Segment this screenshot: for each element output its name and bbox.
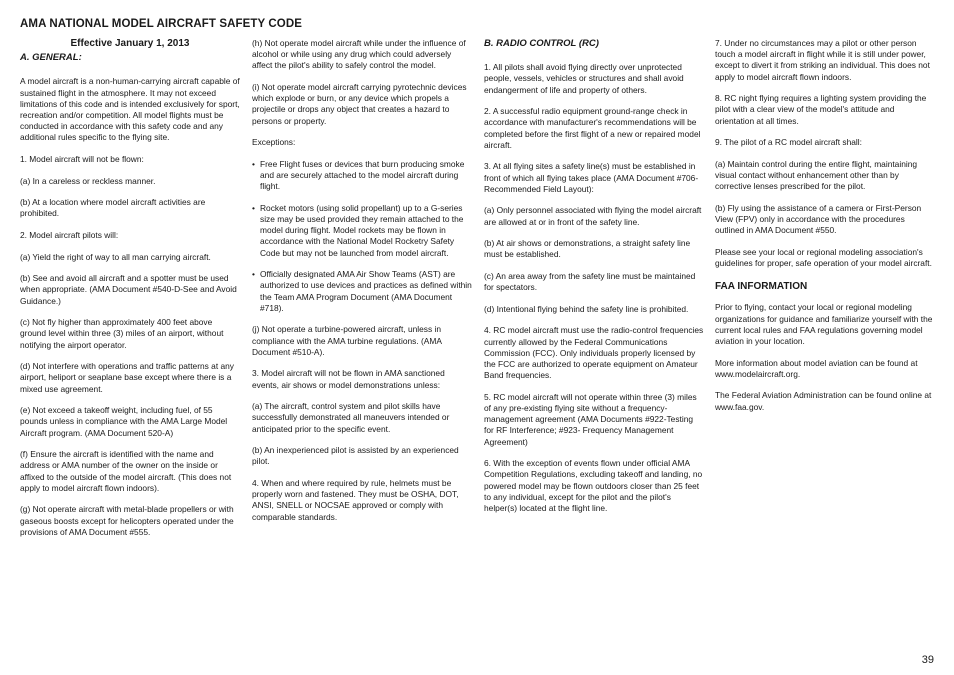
paragraph: (c) An area away from the safety line must be maintained for spectators. (484, 271, 696, 293)
paragraph: 7. Under no circumstances may a pilot or other person touch a model aircraft in flight while it is still under power, except to divert it from striking an individual. This does not apply to model aircraft flown indoors. (715, 38, 930, 82)
column-4 (715, 38, 935, 423)
paragraph: (i) Not operate model aircraft carrying pyrotechnic devices which explode or burn, or any device which propels a projectile or drops any object that creates a hazard to persons or property. (252, 82, 467, 126)
column-2 (252, 38, 472, 533)
paragraph: (b) An inexperienced pilot is assisted by an experienced pilot. (252, 445, 459, 467)
paragraph: 3. Model aircraft will not be flown in AMA sanctioned events, air shows or model demonstrations unless: (252, 368, 445, 390)
paragraph: (b) See and avoid all aircraft and a spotter must be used when appropriate. (AMA Document #540-D-See and Avoid Guidance.) (20, 273, 237, 306)
column-1 (20, 38, 240, 548)
list-item: • Free Flight fuses or devices that burn producing smoke and are securely attached to the model aircraft during flight. (252, 159, 472, 193)
list-item: • Officially designated AMA Air Show Teams (AST) are authorized to use devices and practices as defined within the Team AMA Program Document (AMA Document #718). (252, 269, 472, 314)
paragraph: (a) Yield the right of way to all man carrying aircraft. (20, 251, 211, 262)
paragraph: 2. Model aircraft pilots will: (20, 230, 119, 240)
paragraph: Prior to flying, contact your local or regional modeling organizations for guidance and familiarize yourself with the current local rules and FAA regulations governing model aviation in your location. (715, 302, 933, 347)
paragraph: (a) Maintain control during the entire flight, maintaining visual contact without enhancement other than by corrective lenses prescribed for the pilot. (715, 158, 918, 192)
paragraph: (d) Intentional flying behind the safety line is prohibited. (484, 303, 689, 314)
paragraph: The Federal Aviation Administration can be found online at www.faa.gov. (715, 390, 932, 412)
faa-information-heading: FAA INFORMATION (715, 281, 808, 293)
paragraph: (d) Not interfere with operations and traffic patterns at any airport, heliport or seaplane base except where there is a mixed use agreement. (20, 361, 234, 394)
paragraph: Exceptions: (252, 137, 296, 148)
paragraph: 4. When and where required by rule, helmets must be properly worn and fastened. They must be OSHA, DOT, ANSI, SNELL or NOCSAE approved or comply with comparable standards. (252, 478, 459, 522)
paragraph: (b) At air shows or demonstrations, a straight safety line must be established. (484, 238, 691, 260)
paragraph: (g) Not operate aircraft with metal-blade propellers or with gaseous boosts except for helicopters operated under the provisions of AMA Document #555. (20, 504, 234, 537)
paragraph: A model aircraft is a non-human-carrying aircraft capable of sustained flight in the atmosphere. It may not exceed limitations of this code and is intended exclusively for sport, recreation and/or competition. All model flights must be conducted in accordance with this safety code and any additional rules specific to the flying site. (20, 76, 240, 143)
paragraph: 8. RC night flying requires a lighting system providing the pilot with a clear view of the model's attitude and orientation at all times. (715, 93, 927, 126)
column-3 (484, 38, 704, 525)
paragraph: 2. A successful radio equipment ground-range check in accordance with manufacturer's recommendations will be completed before the first flight of a new or repaired model aircraft. (484, 106, 701, 150)
paragraph: (a) The aircraft, control system and pilot skills have successfully demonstrated all maneuvers intended or anticipated prior to the specific event. (252, 401, 450, 434)
paragraph: 4. RC model aircraft must use the radio-control frequencies currently allowed by the Federal Communications Commission (FCC). Only individuals properly licensed by the FCC are authorized to operate equipment on Amateur Band frequencies. (484, 325, 704, 381)
paragraph: (f) Ensure the aircraft is identified with the name and address or AMA number of the owner on the inside or affixed to the outside of the model aircraft. (This does not apply to model aircraft flown indoors). (20, 449, 232, 493)
paragraph: (b) At a location where model aircraft activities are prohibited. (20, 197, 206, 219)
paragraph: 5. RC model aircraft will not operate within three (3) miles of any pre-existing flying site without a frequency-management agreement (AMA Documents #922-Testing for RF Interference; #923- Frequency Management Agreement) (484, 391, 697, 447)
section-radio-control-heading: B. RADIO CONTROL (RC) (484, 38, 599, 49)
paragraph: (e) Not exceed a takeoff weight, including fuel, of 55 pounds unless in compliance with the AMA Large Model Aircraft program. (AMA Document 520-A) (20, 405, 228, 438)
section-general-heading: A. GENERAL: (20, 52, 82, 64)
paragraph: (a) Only personnel associated with flying the model aircraft are allowed at or in front of the safety line. (484, 205, 702, 227)
paragraph: 9. The pilot of a RC model aircraft shall: (715, 137, 862, 148)
effective-date: Effective January 1, 2013 (70, 38, 190, 49)
page-title: AMA NATIONAL MODEL AIRCRAFT SAFETY CODE (20, 18, 303, 30)
paragraph: More information about model aviation can be found at www.modelaircraft.org. (715, 357, 918, 379)
list-item: • Rocket motors (using solid propellant) up to a G-series size may be used provided they remain attached to the model during flight. Model rockets may be flown in accordance with the National Model Rocketry Safety Code but may not be launched from model aircraft. (252, 203, 472, 259)
paragraph: (a) In a careless or reckless manner. (20, 175, 156, 186)
paragraph: 3. At all flying sites a safety line(s) must be established in front of which all flying takes place (AMA Document #706-Recommended Field Layout): (484, 161, 699, 194)
exceptions-list (252, 159, 472, 314)
paragraph: (b) Fly using the assistance of a camera or First-Person View (FPV) only in accordance with the procedures outlined in AMA Document #550. (715, 202, 922, 236)
page-number: 39 (921, 654, 934, 666)
paragraph: 6. With the exception of events flown under official AMA Competition Regulations, excluding takeoff and landing, no powered model may be flown outdoors closer than 25 feet to any individual, except for the pilot and the pilot's helper(s) located at the flight line. (484, 458, 703, 514)
paragraph: (j) Not operate a turbine-powered aircraft, unless in compliance with the AMA turbine regulations. (AMA Document #510-A). (252, 324, 442, 357)
paragraph: 1. Model aircraft will not be flown: (20, 154, 144, 165)
paragraph: (c) Not fly higher than approximately 400 feet above ground level within three (3) miles of an airport, without notifying the airport operator. (20, 317, 224, 350)
paragraph: 1. All pilots shall avoid flying directly over unprotected people, vessels, vehicles or structures and shall avoid endangerment of life and property of others. (484, 62, 684, 95)
paragraph: Please see your local or regional modeling association's guidelines for proper, safe operation of your model aircraft. (715, 246, 932, 268)
paragraph: (h) Not operate model aircraft while under the influence of alcohol or while using any drug which could adversely affect the pilot's ability to safely control the model. (252, 38, 466, 71)
